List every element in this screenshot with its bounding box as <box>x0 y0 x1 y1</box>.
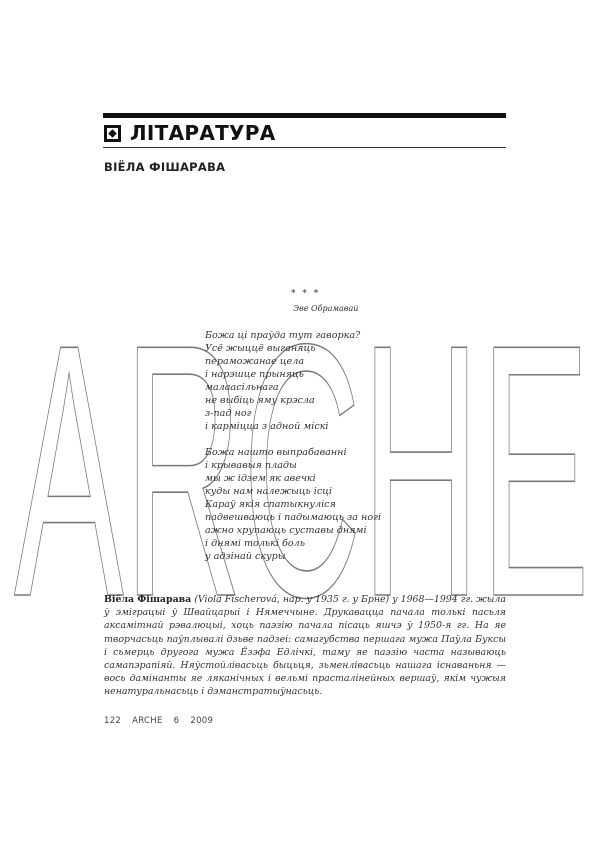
poem-line: і днямі толькі боль <box>205 538 305 549</box>
stanza <box>205 329 445 433</box>
poem-line: Караў якія спатыкнуліся <box>205 499 336 510</box>
bio-author-name: Віёла Фішарава <box>104 594 192 605</box>
journal-name: ARCHE <box>132 716 163 726</box>
poem-stars: * * * <box>291 289 321 299</box>
section-title: ЛІТАРАТУРА <box>130 121 276 145</box>
poem-line: і карміцца з адной міскі <box>205 421 329 432</box>
issue-year: 2009 <box>190 716 214 726</box>
poem-line: куды нам належыць ісці <box>205 486 332 497</box>
poem <box>205 288 445 576</box>
section-rule <box>103 147 506 148</box>
poem-line: Божа нашто выпрабаванні <box>205 447 347 458</box>
page-number: 122 <box>104 716 122 726</box>
author-bio <box>104 593 506 699</box>
top-rule-bar <box>103 113 506 118</box>
poem-line: Божа ці праўда тут гаворка? <box>205 330 361 341</box>
watermark-text: ARCHE <box>14 270 590 610</box>
poem-line: ажно хрупаюць суставы днямі <box>205 525 367 536</box>
stanza <box>205 446 445 563</box>
poem-line: і крывавыя плады <box>205 460 297 471</box>
poem-line: падвешваюць і падымаюць за ногі <box>205 512 382 523</box>
poem-line: у адзінай скуры <box>205 551 286 562</box>
issue-number: 6 <box>173 716 180 726</box>
poem-line: і нарэшце прыняць <box>205 369 304 380</box>
poem-line: малаасільнага <box>205 382 279 393</box>
bio-text: (Viola Fischerová, нар. у 1935 г. у Брне) у 1968—1994 гг. жыла ў эміграцыі ў Швайцарыі і Нямеччыне. Друкавацца пачала толькі пасьля аксамітнай рэвалюцыі, хоць паэзію пачала пісаць яшчэ ў 1950-я гг. На яе творчасьць паўплывалі дзьве падзеі: самагубства першага мужа Паўла Буксы і сьмерць другога мужа Ёзэфа Едлічкі, таму яе паэзію часта называюць самапэрапіяй. Няўстойлівасьць быцьця, зьменлівасьць нашага існаваньня — вось дамінанты яе лякaнічных і вельмі прасталінейных вершаў, якім чужыя ненатуральнасьць і дэманстратыўнасьць. <box>104 594 506 698</box>
section-header <box>103 121 506 145</box>
section-logo-icon <box>103 124 122 143</box>
poem-line: мы ж ідзем як авечкі <box>205 473 316 484</box>
poem-line: не выбіць яму крэсла <box>205 395 315 406</box>
poem-line: Усё жыццё выганяць <box>205 343 316 354</box>
poem-dedication: Эве Обрамавай <box>293 304 359 313</box>
page-footer <box>104 716 213 726</box>
author-name: ВІЁЛА ФІШАРАВА <box>104 160 226 174</box>
poem-line: пераможанае цела <box>205 356 305 367</box>
poem-line: з-пад ног <box>205 408 252 419</box>
